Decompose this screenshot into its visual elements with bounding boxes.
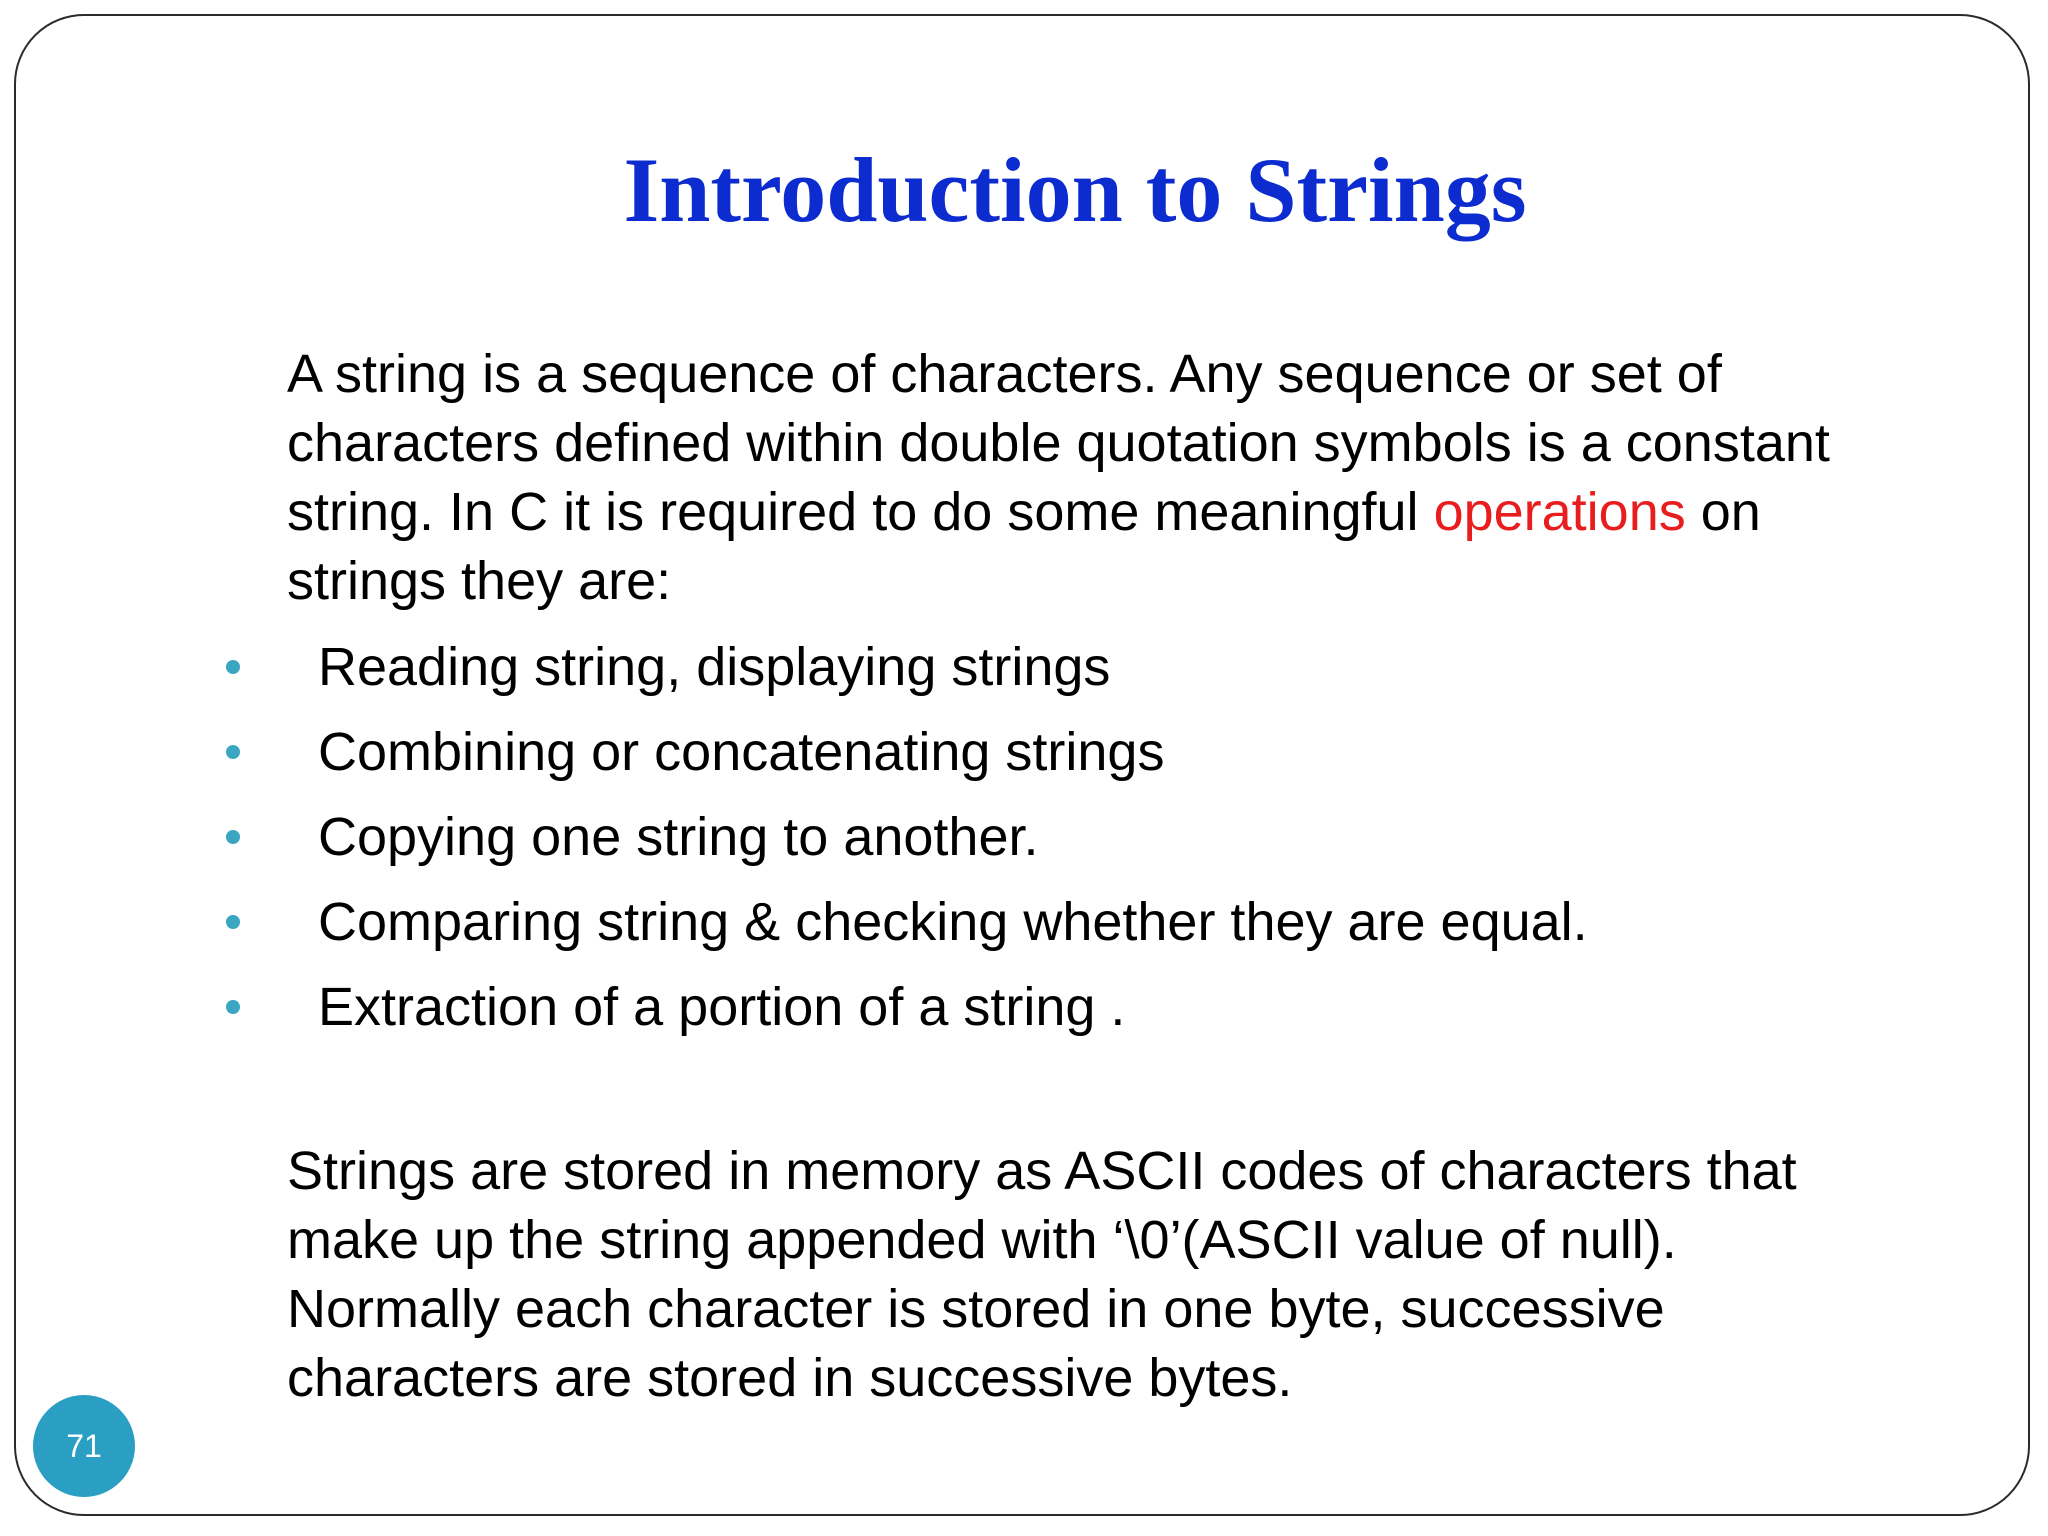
intro-line-1: A string is a sequence of characters. Any sequence or set of: [287, 344, 1722, 404]
slide-title: Introduction to Strings: [623, 139, 1527, 241]
intro-line-3-start: string. In C it is required to do some meaningful: [287, 482, 1434, 542]
bullet-dot-icon: [226, 745, 240, 759]
page-number-badge: 71: [33, 1395, 135, 1497]
bullet-dot-icon: [226, 830, 240, 844]
storage-line-3: Normally each character is stored in one byte, successive: [287, 1279, 1665, 1339]
bullet-dot-icon: [226, 915, 240, 929]
list-item-text: Copying one string to another.: [318, 807, 1039, 867]
intro-paragraph: [287, 340, 1967, 616]
storage-line-1: Strings are stored in memory as ASCII codes of characters that: [287, 1141, 1797, 1201]
list-item-text: Reading string, displaying strings: [318, 637, 1111, 697]
storage-line-2: make up the string appended with ‘\0’(ASCII value of null).: [287, 1210, 1677, 1270]
list-item-text: Extraction of a portion of a string .: [318, 977, 1126, 1037]
storage-line-4: characters are stored in successive bytes.: [287, 1348, 1293, 1408]
bullet-dot-icon: [226, 660, 240, 674]
operations-highlight: operations: [1433, 482, 1686, 542]
bullet-dot-icon: [226, 1000, 240, 1014]
storage-paragraph: [287, 1137, 1987, 1413]
list-item-text: Comparing string & checking whether they are equal.: [318, 892, 1588, 952]
list-item-text: Combining or concatenating strings: [318, 722, 1165, 782]
intro-line-4: strings they are:: [287, 551, 672, 611]
intro-line-2: characters defined within double quotation symbols is a constant: [287, 413, 1830, 473]
intro-line-3: [287, 478, 1967, 547]
intro-line-3-end: on: [1685, 482, 1761, 542]
